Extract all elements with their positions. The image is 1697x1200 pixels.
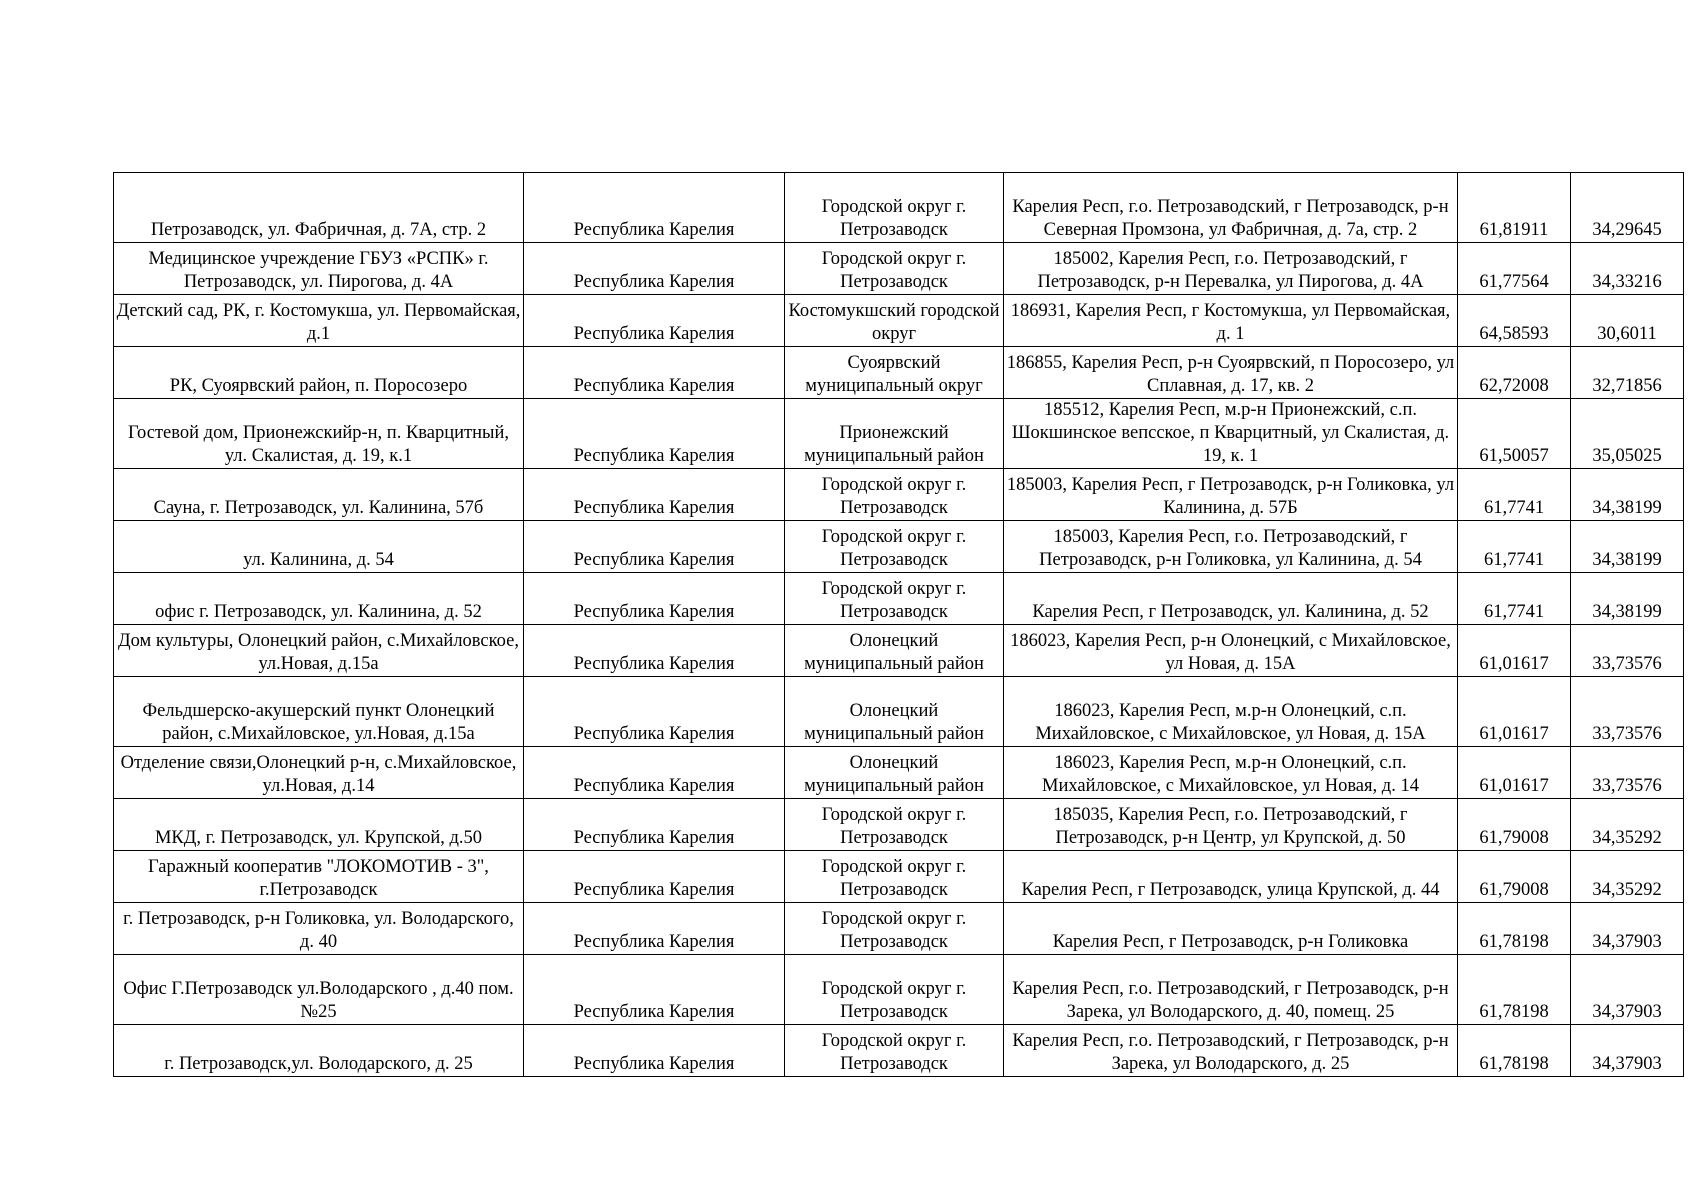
object-name-cell: Медицинское учреждение ГБУЗ «РСПК» г. Петрозаводск, ул. Пирогова, д. 4А [114, 243, 524, 295]
table-row [114, 347, 1684, 399]
longitude-cell: 34,37903 [1571, 1025, 1684, 1077]
municipality-cell: Прионежский муниципальный район [785, 399, 1004, 469]
object-name-cell: Дом культуры, Олонецкий район, с.Михайловское, ул.Новая, д.15а [114, 625, 524, 677]
object-name-cell: офис г. Петрозаводск, ул. Калинина, д. 52 [114, 573, 524, 625]
longitude-cell: 34,38199 [1571, 573, 1684, 625]
municipality-cell: Городской округ г. Петрозаводск [785, 173, 1004, 243]
address-cell: 186023, Карелия Респ, р-н Олонецкий, с Михайловское, ул Новая, д. 15А [1004, 625, 1458, 677]
region-cell: Республика Карелия [524, 347, 785, 399]
municipality-cell: Городской округ г. Петрозаводск [785, 799, 1004, 851]
object-name-cell: г. Петрозаводск,ул. Володарского, д. 25 [114, 1025, 524, 1077]
longitude-cell: 34,29645 [1571, 173, 1684, 243]
region-cell: Республика Карелия [524, 173, 785, 243]
region-cell: Республика Карелия [524, 799, 785, 851]
address-cell: Карелия Респ, г.о. Петрозаводский, г Петрозаводск, р-н Северная Промзона, ул Фабричная, д. 7а, стр. 2 [1004, 173, 1458, 243]
latitude-cell: 61,01617 [1458, 625, 1571, 677]
region-cell: Республика Карелия [524, 903, 785, 955]
table-row [114, 903, 1684, 955]
municipality-cell: Суоярвский муниципальный округ [785, 347, 1004, 399]
object-name-cell: Отделение связи,Олонецкий р-н, с.Михайловское, ул.Новая, д.14 [114, 747, 524, 799]
region-cell: Республика Карелия [524, 573, 785, 625]
municipality-cell: Олонецкий муниципальный район [785, 747, 1004, 799]
object-name-cell: Сауна, г. Петрозаводск, ул. Калинина, 57б [114, 469, 524, 521]
region-cell: Республика Карелия [524, 677, 785, 747]
latitude-cell: 62,72008 [1458, 347, 1571, 399]
object-name-cell: Гостевой дом, Прионежскийр-н, п. Кварцитный, ул. Скалистая, д. 19, к.1 [114, 399, 524, 469]
latitude-cell: 61,78198 [1458, 955, 1571, 1025]
latitude-cell: 61,79008 [1458, 799, 1571, 851]
address-cell: 186931, Карелия Респ, г Костомукша, ул Первомайская, д. 1 [1004, 295, 1458, 347]
table-row [114, 469, 1684, 521]
latitude-cell: 61,81911 [1458, 173, 1571, 243]
longitude-cell: 34,35292 [1571, 851, 1684, 903]
address-cell: 185002, Карелия Респ, г.о. Петрозаводский, г Петрозаводск, р-н Перевалка, ул Пирогова, д. 4А [1004, 243, 1458, 295]
region-cell: Республика Карелия [524, 469, 785, 521]
latitude-cell: 61,79008 [1458, 851, 1571, 903]
table-row [114, 243, 1684, 295]
table-row [114, 295, 1684, 347]
longitude-cell: 32,71856 [1571, 347, 1684, 399]
municipality-cell: Олонецкий муниципальный район [785, 677, 1004, 747]
longitude-cell: 34,37903 [1571, 903, 1684, 955]
latitude-cell: 61,50057 [1458, 399, 1571, 469]
municipality-cell: Городской округ г. Петрозаводск [785, 573, 1004, 625]
latitude-cell: 61,01617 [1458, 747, 1571, 799]
latitude-cell: 61,01617 [1458, 677, 1571, 747]
address-cell: 186023, Карелия Респ, м.р-н Олонецкий, с.п. Михайловское, с Михайловское, ул Новая, д. 15А [1004, 677, 1458, 747]
table-row [114, 521, 1684, 573]
address-cell: 186023, Карелия Респ, м.р-н Олонецкий, с.п. Михайловское, с Михайловское, ул Новая, д. 14 [1004, 747, 1458, 799]
object-name-cell: Гаражный кооператив "ЛОКОМОТИВ - 3", г.Петрозаводск [114, 851, 524, 903]
table-row [114, 747, 1684, 799]
address-cell: 185003, Карелия Респ, г Петрозаводск, р-н Голиковка, ул Калинина, д. 57Б [1004, 469, 1458, 521]
region-cell: Республика Карелия [524, 399, 785, 469]
region-cell: Республика Карелия [524, 851, 785, 903]
municipality-cell: Городской округ г. Петрозаводск [785, 243, 1004, 295]
table-row [114, 677, 1684, 747]
municipality-cell: Городской округ г. Петрозаводск [785, 469, 1004, 521]
latitude-cell: 61,77564 [1458, 243, 1571, 295]
table-row [114, 173, 1684, 243]
table-row [114, 573, 1684, 625]
address-cell: Карелия Респ, г.о. Петрозаводский, г Петрозаводск, р-н Зарека, ул Володарского, д. 40, помещ. 25 [1004, 955, 1458, 1025]
table-row [114, 799, 1684, 851]
object-name-cell: Петрозаводск, ул. Фабричная, д. 7А, стр. 2 [114, 173, 524, 243]
region-cell: Республика Карелия [524, 1025, 785, 1077]
address-cell: Карелия Респ, г Петрозаводск, улица Крупской, д. 44 [1004, 851, 1458, 903]
table-row [114, 625, 1684, 677]
municipality-cell: Олонецкий муниципальный район [785, 625, 1004, 677]
table-row [114, 955, 1684, 1025]
table-row [114, 1025, 1684, 1077]
object-name-cell: МКД, г. Петрозаводск, ул. Крупской, д.50 [114, 799, 524, 851]
region-cell: Республика Карелия [524, 625, 785, 677]
address-cell: 185512, Карелия Респ, м.р-н Прионежский, с.п. Шокшинское вепсское, п Кварцитный, ул Скалистая, д. 19, к. 1 [1004, 399, 1458, 469]
longitude-cell: 34,38199 [1571, 521, 1684, 573]
region-cell: Республика Карелия [524, 747, 785, 799]
object-name-cell: Офис Г.Петрозаводск ул.Володарского , д.40 пом.№25 [114, 955, 524, 1025]
longitude-cell: 34,33216 [1571, 243, 1684, 295]
municipality-cell: Городской округ г. Петрозаводск [785, 1025, 1004, 1077]
latitude-cell: 64,58593 [1458, 295, 1571, 347]
latitude-cell: 61,7741 [1458, 573, 1571, 625]
latitude-cell: 61,7741 [1458, 469, 1571, 521]
object-name-cell: г. Петрозаводск, р-н Голиковка, ул. Володарского, д. 40 [114, 903, 524, 955]
longitude-cell: 35,05025 [1571, 399, 1684, 469]
municipality-cell: Городской округ г. Петрозаводск [785, 955, 1004, 1025]
address-cell: Карелия Респ, г Петрозаводск, р-н Голиковка [1004, 903, 1458, 955]
locations-table [113, 172, 1684, 1077]
table-row [114, 399, 1684, 469]
longitude-cell: 33,73576 [1571, 677, 1684, 747]
object-name-cell: Детский сад, РК, г. Костомукша, ул. Первомайская, д.1 [114, 295, 524, 347]
address-cell: Карелия Респ, г Петрозаводск, ул. Калинина, д. 52 [1004, 573, 1458, 625]
table-row [114, 851, 1684, 903]
longitude-cell: 33,73576 [1571, 747, 1684, 799]
latitude-cell: 61,7741 [1458, 521, 1571, 573]
longitude-cell: 34,37903 [1571, 955, 1684, 1025]
latitude-cell: 61,78198 [1458, 903, 1571, 955]
latitude-cell: 61,78198 [1458, 1025, 1571, 1077]
region-cell: Республика Карелия [524, 243, 785, 295]
municipality-cell: Городской округ г. Петрозаводск [785, 903, 1004, 955]
object-name-cell: РК, Суоярвский район, п. Поросозеро [114, 347, 524, 399]
object-name-cell: Фельдшерско-акушерский пункт Олонецкий район, с.Михайловское, ул.Новая, д.15а [114, 677, 524, 747]
longitude-cell: 33,73576 [1571, 625, 1684, 677]
address-cell: 185003, Карелия Респ, г.о. Петрозаводский, г Петрозаводск, р-н Голиковка, ул Калинина, д. 54 [1004, 521, 1458, 573]
region-cell: Республика Карелия [524, 521, 785, 573]
longitude-cell: 34,35292 [1571, 799, 1684, 851]
municipality-cell: Городской округ г. Петрозаводск [785, 521, 1004, 573]
region-cell: Республика Карелия [524, 955, 785, 1025]
address-cell: 186855, Карелия Респ, р-н Суоярвский, п Поросозеро, ул Сплавная, д. 17, кв. 2 [1004, 347, 1458, 399]
longitude-cell: 34,38199 [1571, 469, 1684, 521]
longitude-cell: 30,6011 [1571, 295, 1684, 347]
address-cell: 185035, Карелия Респ, г.о. Петрозаводский, г Петрозаводск, р-н Центр, ул Крупской, д. 50 [1004, 799, 1458, 851]
municipality-cell: Костомукшский городской округ [785, 295, 1004, 347]
object-name-cell: ул. Калинина, д. 54 [114, 521, 524, 573]
address-cell: Карелия Респ, г.о. Петрозаводский, г Петрозаводск, р-н Зарека, ул Володарского, д. 25 [1004, 1025, 1458, 1077]
region-cell: Республика Карелия [524, 295, 785, 347]
municipality-cell: Городской округ г. Петрозаводск [785, 851, 1004, 903]
